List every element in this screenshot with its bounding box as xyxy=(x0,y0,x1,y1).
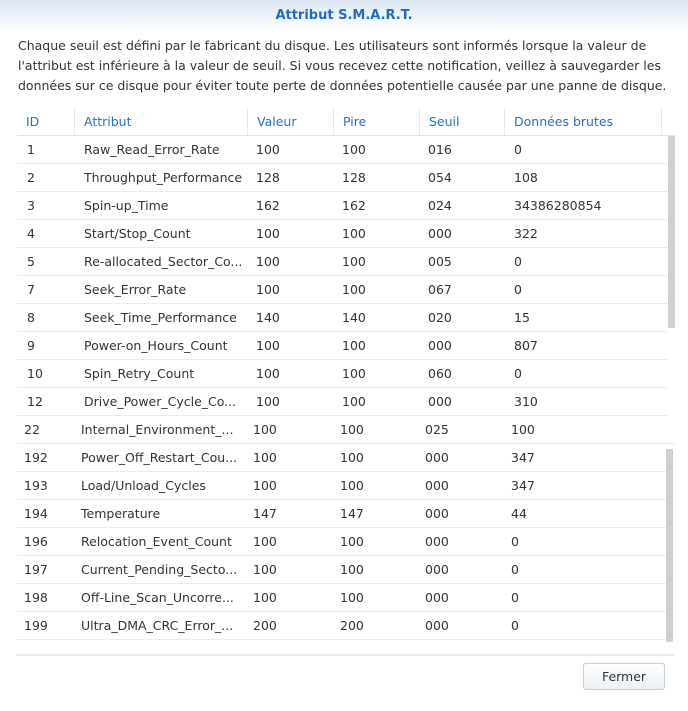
cell-threshold: 000 xyxy=(425,590,449,605)
cell-id: 10 xyxy=(27,366,43,381)
cell-threshold: 000 xyxy=(428,226,452,241)
cell-worst: 100 xyxy=(340,478,364,493)
table-row[interactable] xyxy=(17,220,667,248)
column-header-threshold[interactable]: Seuil xyxy=(420,108,505,135)
cell-raw-data: 0 xyxy=(514,366,522,381)
cell-id: 198 xyxy=(24,590,48,605)
table-row[interactable] xyxy=(17,416,675,444)
table-row[interactable] xyxy=(17,584,675,612)
cell-value: 100 xyxy=(256,142,280,157)
cell-worst: 100 xyxy=(340,562,364,577)
table-row[interactable] xyxy=(17,164,667,192)
cell-value: 147 xyxy=(253,506,277,521)
cell-value: 100 xyxy=(256,366,280,381)
cell-value: 100 xyxy=(256,282,280,297)
cell-raw-data: 0 xyxy=(511,534,519,549)
cell-raw-data: 0 xyxy=(514,282,522,297)
cell-raw-data: 34386280854 xyxy=(514,198,602,213)
cell-attribute: Load/Unload_Cycles xyxy=(81,478,206,493)
dialog-title: Attribut S.M.A.R.T. xyxy=(275,8,413,23)
cell-attribute: Relocation_Event_Count xyxy=(81,534,232,549)
cell-worst: 128 xyxy=(342,170,366,185)
cell-threshold: 000 xyxy=(425,534,449,549)
cell-worst: 100 xyxy=(342,394,366,409)
column-header-worst[interactable]: Pire xyxy=(334,108,420,135)
cell-id: 196 xyxy=(24,534,48,549)
cell-threshold: 000 xyxy=(425,478,449,493)
cell-worst: 140 xyxy=(342,310,366,325)
table-row[interactable] xyxy=(17,500,675,528)
cell-threshold: 000 xyxy=(428,394,452,409)
cell-id: 22 xyxy=(24,422,40,437)
cell-worst: 100 xyxy=(340,590,364,605)
cell-threshold: 000 xyxy=(425,618,449,633)
cell-id: 197 xyxy=(24,562,48,577)
cell-worst: 147 xyxy=(340,506,364,521)
cell-id: 4 xyxy=(27,226,35,241)
scrollbar-thumb[interactable] xyxy=(668,136,675,328)
cell-raw-data: 0 xyxy=(511,590,519,605)
cell-threshold: 016 xyxy=(428,142,452,157)
cell-threshold: 060 xyxy=(428,366,452,381)
table-row[interactable] xyxy=(17,444,675,472)
cell-attribute: Drive_Power_Cycle_Co... xyxy=(84,394,237,409)
column-header-id[interactable]: ID xyxy=(17,108,75,135)
cell-raw-data: 0 xyxy=(514,142,522,157)
cell-attribute: Raw_Read_Error_Rate xyxy=(84,142,220,157)
cell-attribute: Seek_Time_Performance xyxy=(84,310,237,325)
column-header-attribute[interactable]: Attribut xyxy=(75,108,248,135)
cell-threshold: 067 xyxy=(428,282,452,297)
cell-raw-data: 0 xyxy=(511,618,519,633)
cell-value: 100 xyxy=(256,338,280,353)
cell-attribute: Internal_Environment_... xyxy=(81,422,234,437)
cell-value: 100 xyxy=(256,226,280,241)
table-row[interactable] xyxy=(17,388,667,416)
cell-attribute: Current_Pending_Secto... xyxy=(81,562,238,577)
cell-id: 199 xyxy=(24,618,48,633)
cell-value: 100 xyxy=(253,422,277,437)
cell-id: 5 xyxy=(27,254,35,269)
cell-worst: 162 xyxy=(342,198,366,213)
cell-threshold: 024 xyxy=(428,198,452,213)
table-row[interactable] xyxy=(17,248,667,276)
cell-attribute: Power_Off_Restart_Cou... xyxy=(81,450,238,465)
cell-id: 194 xyxy=(24,506,48,521)
cell-attribute: Throughput_Performance xyxy=(84,170,243,185)
table-row[interactable] xyxy=(17,556,675,584)
table-row[interactable] xyxy=(17,528,675,556)
cell-id: 2 xyxy=(27,170,35,185)
cell-worst: 100 xyxy=(342,338,366,353)
cell-attribute: Temperature xyxy=(81,506,161,521)
cell-threshold: 000 xyxy=(425,562,449,577)
cell-id: 8 xyxy=(27,310,35,325)
cell-raw-data: 108 xyxy=(514,170,538,185)
cell-attribute: Start/Stop_Count xyxy=(84,226,191,241)
cell-id: 193 xyxy=(24,478,48,493)
cell-raw-data: 44 xyxy=(511,506,527,521)
table-row[interactable] xyxy=(17,360,667,388)
cell-worst: 100 xyxy=(342,254,366,269)
cell-value: 128 xyxy=(256,170,280,185)
close-button[interactable]: Fermer xyxy=(583,663,665,690)
cell-id: 192 xyxy=(24,450,48,465)
cell-attribute: Power-on_Hours_Count xyxy=(84,338,228,353)
cell-raw-data: 15 xyxy=(514,310,530,325)
table-row[interactable] xyxy=(17,332,667,360)
cell-id: 7 xyxy=(27,282,35,297)
cell-raw-data: 310 xyxy=(514,394,538,409)
cell-worst: 100 xyxy=(342,282,366,297)
cell-attribute: Seek_Error_Rate xyxy=(84,282,187,297)
cell-threshold: 000 xyxy=(425,450,449,465)
cell-value: 100 xyxy=(253,534,277,549)
cell-attribute: Spin-up_Time xyxy=(84,198,169,213)
cell-id: 3 xyxy=(27,198,35,213)
cell-value: 100 xyxy=(253,562,277,577)
cell-raw-data: 322 xyxy=(514,226,538,241)
cell-worst: 100 xyxy=(340,450,364,465)
cell-value: 100 xyxy=(256,254,280,269)
footer-divider xyxy=(16,654,675,656)
cell-value: 100 xyxy=(253,478,277,493)
cell-threshold: 000 xyxy=(425,506,449,521)
table-row[interactable] xyxy=(17,612,675,640)
table-row[interactable] xyxy=(17,304,667,332)
cell-raw-data: 0 xyxy=(514,254,522,269)
cell-threshold: 000 xyxy=(428,338,452,353)
dialog-header xyxy=(0,0,688,32)
cell-id: 1 xyxy=(27,142,35,157)
cell-raw-data: 807 xyxy=(514,338,538,353)
table-header xyxy=(17,108,675,136)
cell-threshold: 025 xyxy=(425,422,449,437)
scrollbar-thumb[interactable] xyxy=(666,449,673,642)
table-row[interactable] xyxy=(17,276,667,304)
cell-value: 200 xyxy=(253,618,277,633)
cell-raw-data: 0 xyxy=(511,562,519,577)
cell-worst: 100 xyxy=(340,422,364,437)
cell-worst: 200 xyxy=(340,618,364,633)
description-text: Chaque seuil est défini par le fabricant du disque. Les utilisateurs sont informés lorsque la valeur de l'attribut est inférieure à la valeur de seuil. Si vous recevez cette notification, veillez à sauvegarder les données sur ce disque pour éviter toute perte de données potentielle causée par une panne de disque. xyxy=(18,38,667,93)
cell-attribute: Re-allocated_Sector_Co... xyxy=(84,254,243,269)
cell-raw-data: 100 xyxy=(511,422,535,437)
cell-threshold: 020 xyxy=(428,310,452,325)
cell-attribute: Off-Line_Scan_Uncorre... xyxy=(81,590,234,605)
cell-value: 100 xyxy=(256,394,280,409)
cell-value: 100 xyxy=(253,450,277,465)
cell-attribute: Ultra_DMA_CRC_Error_... xyxy=(81,618,234,633)
column-header-raw-data[interactable]: Données brutes xyxy=(505,108,662,135)
cell-id: 12 xyxy=(27,394,43,409)
cell-value: 140 xyxy=(256,310,280,325)
cell-worst: 100 xyxy=(342,142,366,157)
cell-raw-data: 347 xyxy=(511,478,535,493)
cell-raw-data: 347 xyxy=(511,450,535,465)
table-row[interactable] xyxy=(17,136,667,164)
cell-worst: 100 xyxy=(342,226,366,241)
table-row[interactable] xyxy=(17,472,675,500)
column-header-value[interactable]: Valeur xyxy=(248,108,334,135)
cell-attribute: Spin_Retry_Count xyxy=(84,366,195,381)
cell-id: 9 xyxy=(27,338,35,353)
cell-worst: 100 xyxy=(340,534,364,549)
cell-value: 162 xyxy=(256,198,280,213)
cell-value: 100 xyxy=(253,590,277,605)
cell-worst: 100 xyxy=(342,366,366,381)
table-row[interactable] xyxy=(17,192,667,220)
cell-threshold: 054 xyxy=(428,170,452,185)
cell-threshold: 005 xyxy=(428,254,452,269)
